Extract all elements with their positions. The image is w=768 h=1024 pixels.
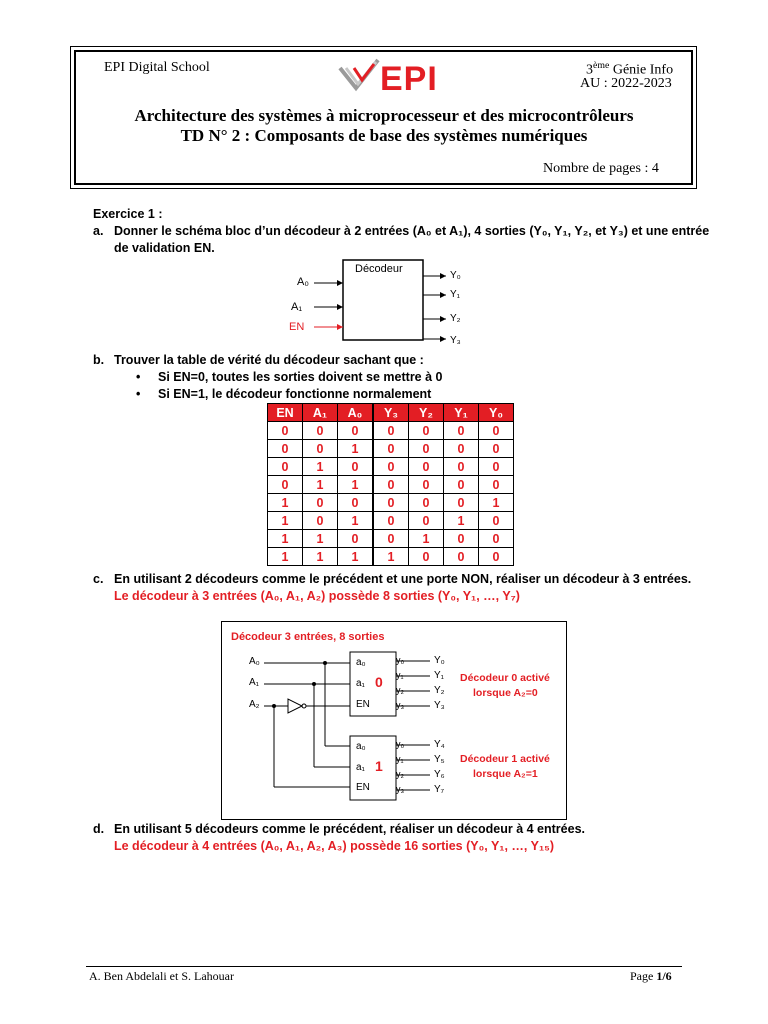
output-y1-label: Y₁ — [450, 289, 461, 300]
course-title: Architecture des systèmes à microprocesseur et des microcontrôleurs — [134, 106, 634, 125]
table-cell: 0 — [444, 476, 479, 494]
table-cell: 0 — [303, 422, 338, 440]
table-cell: 0 — [409, 548, 444, 566]
table-row — [268, 512, 514, 530]
table-cell: 0 — [444, 440, 479, 458]
table-cell: 0 — [373, 440, 409, 458]
page-number: 1/6 — [656, 969, 672, 983]
item-b-text: Trouver la table de vérité du décodeur sachant que : — [114, 353, 424, 367]
item-b-bullet2: Si EN=1, le décodeur fonctionne normalement — [158, 387, 432, 401]
table-cell: 0 — [479, 440, 514, 458]
block1-output-y3: y₃ — [396, 784, 405, 794]
block1-input-a1: a₁ — [356, 762, 365, 773]
block0-input-a0: a₀ — [356, 657, 366, 668]
item-c-text: En utilisant 2 décodeurs comme le précédent et une porte NON, réaliser un décodeur à 3 entrées. — [114, 572, 692, 586]
block0-output-y0: y₀ — [396, 655, 405, 665]
table-cell: 0 — [338, 530, 374, 548]
table-row — [268, 422, 514, 440]
block0-output-y1: y₁ — [396, 670, 404, 680]
table-cell: 0 — [444, 494, 479, 512]
page-count: Nombre de pages : 4 — [543, 161, 659, 176]
table-cell: 0 — [444, 548, 479, 566]
block1-input-en: EN — [356, 782, 370, 793]
table-cell: 1 — [268, 494, 303, 512]
item-d-text: En utilisant 5 décodeurs comme le précédent, réaliser un décodeur à 4 entrées. — [114, 822, 586, 836]
note1-line1: Décodeur 1 activé — [460, 753, 550, 765]
table-cell: 0 — [303, 440, 338, 458]
table-cell: 1 — [268, 548, 303, 566]
block0-number: 0 — [375, 674, 383, 690]
table-cell: 0 — [373, 476, 409, 494]
output-Y2: Y₂ — [434, 685, 445, 696]
block1-output-y2: y₂ — [396, 769, 404, 779]
item-a-label: a. — [93, 224, 104, 238]
page-label: Page — [630, 969, 657, 983]
input-a2-label: A₂ — [249, 699, 260, 710]
epi-logo — [338, 58, 448, 103]
school-name: EPI Digital School — [104, 60, 210, 75]
block0-input-en: EN — [356, 699, 370, 710]
table-row — [268, 458, 514, 476]
output-Y7: Y₇ — [434, 784, 445, 795]
block1-output-y1: y₁ — [396, 754, 404, 764]
table-cell: 0 — [373, 422, 409, 440]
table-cell: 1 — [303, 476, 338, 494]
table-cell: 0 — [338, 422, 374, 440]
output-Y3: Y₃ — [434, 700, 445, 711]
table-cell: 0 — [303, 512, 338, 530]
table-cell: 1 — [338, 440, 374, 458]
table-cell: 0 — [479, 530, 514, 548]
footer-authors: A. Ben Abdelali et S. Lahouar — [89, 969, 234, 983]
table-cell: 0 — [444, 458, 479, 476]
output-Y5: Y₅ — [434, 754, 445, 765]
bullet-icon: • — [136, 370, 141, 384]
not-gate — [288, 699, 302, 713]
table-cell: 0 — [373, 512, 409, 530]
table-cell: 0 — [338, 458, 374, 476]
class-suffix: ème — [593, 60, 610, 71]
th-y3: Y₃ — [373, 404, 409, 422]
table-cell: 1 — [338, 548, 374, 566]
input-en-label: EN — [289, 321, 305, 333]
th-en: EN — [268, 404, 303, 422]
input-a1-label: A₁ — [291, 301, 303, 313]
table-cell: 0 — [479, 476, 514, 494]
table-cell: 0 — [409, 476, 444, 494]
table-cell: 1 — [338, 512, 374, 530]
footer-divider — [86, 966, 682, 967]
decoder3-title: Décodeur 3 entrées, 8 sorties — [231, 631, 385, 643]
item-b-bullet1: Si EN=0, toutes les sorties doivent se mettre à 0 — [158, 370, 443, 384]
decoder-block-diagram — [280, 258, 480, 355]
class-number: 3 — [586, 62, 593, 78]
truth-table-header — [268, 404, 514, 422]
block1-number: 1 — [375, 758, 383, 774]
table-cell: 1 — [303, 548, 338, 566]
class-name: Génie Info — [609, 62, 674, 78]
table-cell: 0 — [479, 458, 514, 476]
table-cell: 0 — [409, 494, 444, 512]
block1-input-a0: a₀ — [356, 741, 366, 752]
table-cell: 1 — [338, 476, 374, 494]
table-cell: 1 — [268, 530, 303, 548]
table-cell: 0 — [479, 512, 514, 530]
th-a0: A₀ — [338, 404, 374, 422]
output-Y4: Y₄ — [434, 739, 445, 750]
table-cell: 1 — [303, 458, 338, 476]
note1-line2: lorsque A₂=1 — [473, 768, 538, 780]
note0-line2: lorsque A₂=0 — [473, 687, 538, 699]
block0-input-a1: a₁ — [356, 678, 365, 689]
table-cell: 1 — [444, 512, 479, 530]
table-cell: 0 — [373, 494, 409, 512]
table-cell: 1 — [303, 530, 338, 548]
exercise-title: Exercice 1 : — [93, 207, 163, 221]
decoder-title: Décodeur — [355, 263, 403, 275]
academic-year: AU : 2022-2023 — [580, 76, 672, 91]
table-cell: 1 — [409, 530, 444, 548]
th-y1: Y₁ — [444, 404, 479, 422]
block0-output-y2: y₂ — [396, 685, 404, 695]
table-cell: 0 — [409, 440, 444, 458]
input-a0-label: A₀ — [249, 656, 260, 667]
table-cell: 1 — [479, 494, 514, 512]
item-d-label: d. — [93, 822, 105, 836]
output-Y1: Y₁ — [434, 670, 445, 681]
output-y0-label: Y₀ — [450, 270, 461, 281]
block1-output-y0: y₀ — [396, 739, 405, 749]
item-b-label: b. — [93, 353, 105, 367]
th-a1: A₁ — [303, 404, 338, 422]
logo-text: EPI — [380, 60, 438, 98]
item-a-text-line1: Donner le schéma bloc d’un décodeur à 2 entrées (A₀ et A₁), 4 sorties (Y₀, Y₁, Y₂, et Y₃) et une entrée — [114, 224, 710, 238]
item-c-label: c. — [93, 572, 104, 586]
th-y0: Y₀ — [479, 404, 514, 422]
td-title: TD N° 2 : Composants de base des systèmes numériques — [180, 126, 588, 145]
decoder3-figure — [221, 621, 567, 820]
table-row — [268, 494, 514, 512]
table-cell: 0 — [268, 422, 303, 440]
item-a-text-line2: de validation EN. — [114, 241, 215, 255]
output-y2-label: Y₂ — [450, 313, 461, 324]
table-cell: 0 — [338, 494, 374, 512]
th-y2: Y₂ — [409, 404, 444, 422]
table-cell: 0 — [479, 548, 514, 566]
input-a0-label: A₀ — [297, 276, 309, 288]
output-Y0: Y₀ — [434, 655, 445, 666]
table-cell: 0 — [268, 440, 303, 458]
table-cell: 0 — [444, 422, 479, 440]
table-cell: 1 — [268, 512, 303, 530]
table-cell: 0 — [303, 494, 338, 512]
table-cell: 0 — [409, 512, 444, 530]
table-row — [268, 476, 514, 494]
table-cell: 1 — [373, 548, 409, 566]
item-c-answer: Le décodeur à 3 entrées (A₀, A₁, A₂) possède 8 sorties (Y₀, Y₁, …, Y₇) — [114, 589, 520, 603]
bullet-icon: • — [136, 387, 141, 401]
table-cell: 0 — [409, 422, 444, 440]
input-a1-label: A₁ — [249, 677, 260, 688]
block0-output-y3: y₃ — [396, 700, 405, 710]
table-cell: 0 — [479, 422, 514, 440]
output-y3-label: Y₃ — [450, 335, 461, 346]
table-cell: 0 — [268, 476, 303, 494]
note0-line1: Décodeur 0 activé — [460, 672, 550, 684]
truth-table — [267, 403, 514, 566]
output-Y6: Y₆ — [434, 769, 445, 780]
item-d-answer: Le décodeur à 4 entrées (A₀, A₁, A₂, A₃) possède 16 sorties (Y₀, Y₁, …, Y₁₅) — [114, 839, 555, 853]
table-cell: 0 — [444, 530, 479, 548]
table-row — [268, 530, 514, 548]
table-cell: 0 — [373, 530, 409, 548]
table-cell: 0 — [373, 458, 409, 476]
table-cell: 0 — [268, 458, 303, 476]
table-row — [268, 548, 514, 566]
table-row — [268, 440, 514, 458]
table-cell: 0 — [409, 458, 444, 476]
footer-page — [630, 969, 672, 984]
